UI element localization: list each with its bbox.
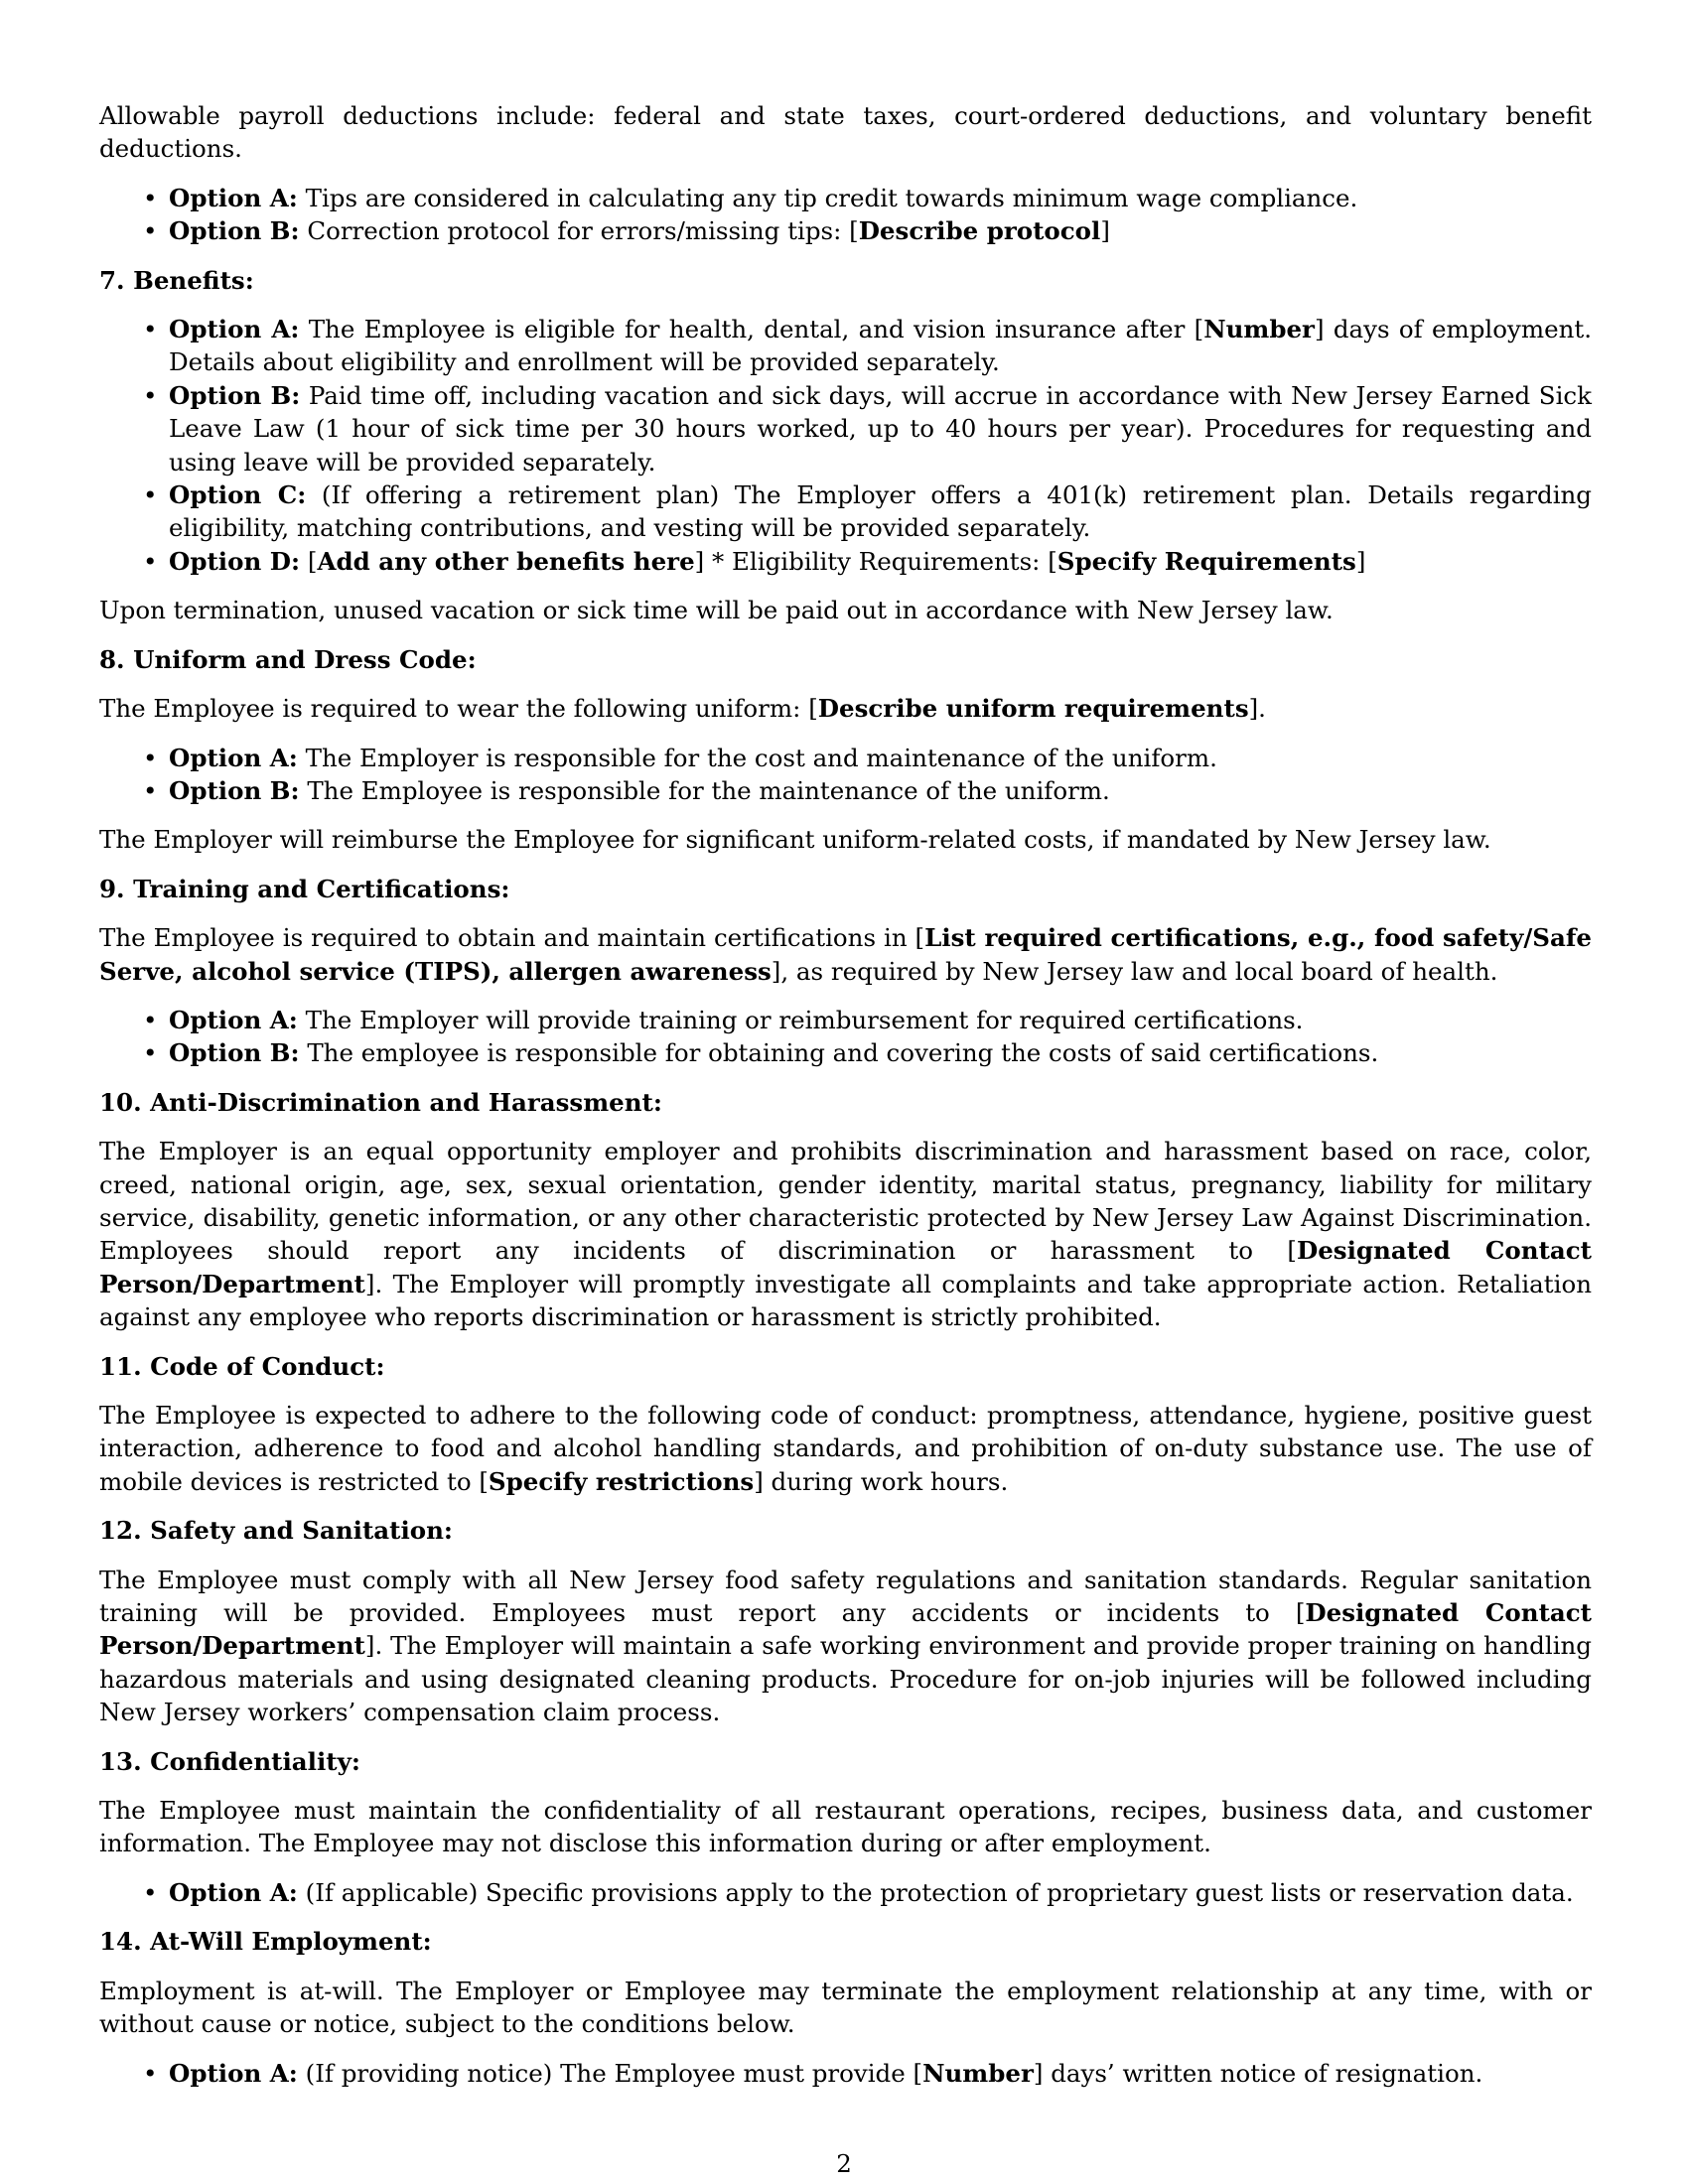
benefits-options-list	[99, 313, 1592, 578]
page-number: 2	[836, 2149, 852, 2178]
training-paragraph: The Employee is required to obtain and maintain certifications in [List required certifications, e.g., food safety/Safe Serve, alcohol service (TIPS), allergen awareness], as required by New Jersey law and local board of health.	[99, 923, 1592, 986]
list-item: • Option B: Correction protocol for errors/missing tips: [Describe protocol]	[169, 214, 1592, 247]
section-heading-benefits: 7. Benefits:	[99, 265, 254, 295]
benefits-termination-paragraph: Upon termination, unused vacation or sick time will be paid out in accordance with New Jersey law.	[99, 596, 1334, 625]
section-heading-code-of-conduct: 11. Code of Conduct:	[99, 1351, 385, 1381]
section-heading-at-will: 14. At-Will Employment:	[99, 1927, 432, 1957]
code-of-conduct-paragraph: The Employee is expected to adhere to the following code of conduct: promptness, attendance, hygiene, positive guest interaction, adherence to food and alcohol handling standards, and prohibition of on-duty substance use. The use of mobile devices is restricted to [Specify restrictions] during work hours.	[99, 1401, 1592, 1496]
placeholder: Number	[922, 2058, 1034, 2088]
placeholder: Number	[1203, 315, 1315, 344]
uniform-options-list	[99, 742, 1592, 808]
placeholder: Specify Requirements	[1056, 546, 1356, 576]
list-item: • Option A: Tips are considered in calculating any tip credit towards minimum wage compliance.	[169, 182, 1592, 214]
list-item: • Option A: (If applicable) Specific provisions apply to the protection of proprietary guest lists or reservation data.	[169, 1876, 1592, 1909]
section-heading-confidentiality: 13. Confidentiality:	[99, 1746, 360, 1776]
list-item: • Option A: The Employer will provide training or reimbursement for required certifications.	[169, 1004, 1592, 1036]
placeholder: List required certifications, e.g., food safety/Safe Serve, alcohol service (TIPS), allergen awareness	[99, 923, 1592, 986]
list-item: • Option A: The Employer is responsible for the cost and maintenance of the uniform.	[169, 742, 1592, 774]
placeholder: Describe uniform requirements	[817, 694, 1249, 724]
list-item: • Option B: The employee is responsible for obtaining and covering the costs of said certifications.	[169, 1036, 1592, 1069]
training-options-list	[99, 1004, 1592, 1070]
at-will-options-list	[99, 2057, 1592, 2090]
uniform-reimbursement-paragraph: The Employer will reimburse the Employee for significant uniform-related costs, if mandated by New Jersey law.	[99, 825, 1491, 855]
section-heading-training: 9. Training and Certifications:	[99, 874, 510, 903]
placeholder: Specify restrictions	[488, 1466, 755, 1496]
section-heading-uniform: 8. Uniform and Dress Code:	[99, 644, 477, 674]
placeholder: Add any other benefits here	[317, 546, 695, 576]
placeholder: Designated Contact Person/Department	[99, 1236, 1592, 1298]
at-will-paragraph: Employment is at-will. The Employer or Employee may terminate the employment relationship at any time, with or without cause or notice, subject to the conditions below.	[99, 1976, 1592, 2039]
list-item: • Option A: The Employee is eligible for health, dental, and vision insurance after [Number] days of employment. Details about eligibility and enrollment will be provided separately.	[169, 313, 1592, 379]
safety-paragraph: The Employee must comply with all New Jersey food safety regulations and sanitation standards. Regular sanitation training will be provided. Employees must report any accidents or incidents to [Designated Contact Person/Department]. The Employer will maintain a safe working environment and provide proper training on handling hazardous materials and using designated cleaning products. Procedure for on-job injuries will be followed including New Jersey workers’ compensation claim process.	[99, 1565, 1592, 1727]
uniform-paragraph: The Employee is required to wear the following uniform: [Describe uniform requirements].	[99, 694, 1266, 724]
list-item: • Option B: Paid time off, including vacation and sick days, will accrue in accordance with New Jersey Earned Sick Leave Law (1 hour of sick time per 30 hours worked, up to 40 hours per year). Procedures for requesting and using leave will be provided separately.	[169, 379, 1592, 478]
list-item: • Option A: (If providing notice) The Employee must provide [Number] days’ written notice of resignation.	[169, 2057, 1592, 2090]
confidentiality-paragraph: The Employee must maintain the confidentiality of all restaurant operations, recipes, business data, and customer information. The Employee may not disclose this information during or after employment.	[99, 1796, 1592, 1858]
anti-discrimination-paragraph: The Employer is an equal opportunity employer and prohibits discrimination and harassment based on race, color, creed, national origin, age, sex, sexual orientation, gender identity, marital status, pregnancy, liability for military service, disability, genetic information, or any other characteristic protected by New Jersey Law Against Discrimination. Employees should report any incidents of discrimination or harassment to [Designated Contact Person/Department]. The Employer will promptly investigate all complaints and take appropriate action. Retaliation against any employee who reports discrimination or harassment is strictly prohibited.	[99, 1137, 1592, 1332]
confidentiality-options-list	[99, 1876, 1592, 1909]
document-page	[99, 99, 1592, 2106]
tips-options-list	[99, 182, 1592, 248]
section-heading-anti-discrimination: 10. Anti-Discrimination and Harassment:	[99, 1087, 662, 1117]
section-heading-safety: 12. Safety and Sanitation:	[99, 1516, 453, 1546]
list-item: • Option B: The Employee is responsible for the maintenance of the uniform.	[169, 774, 1592, 807]
list-item: • Option C: (If offering a retirement plan) The Employer offers a 401(k) retirement plan. Details regarding eligibility, matching contributions, and vesting will be provided separately.	[169, 478, 1592, 545]
placeholder: Designated Contact Person/Department	[99, 1598, 1592, 1661]
payroll-deductions-paragraph: Allowable payroll deductions include: federal and state taxes, court-ordered deductions, and voluntary benefit deductions.	[99, 101, 1592, 164]
placeholder: Describe protocol	[858, 216, 1101, 246]
list-item: • Option D: [Add any other benefits here] * Eligibility Requirements: [Specify Requirements]	[169, 545, 1592, 578]
